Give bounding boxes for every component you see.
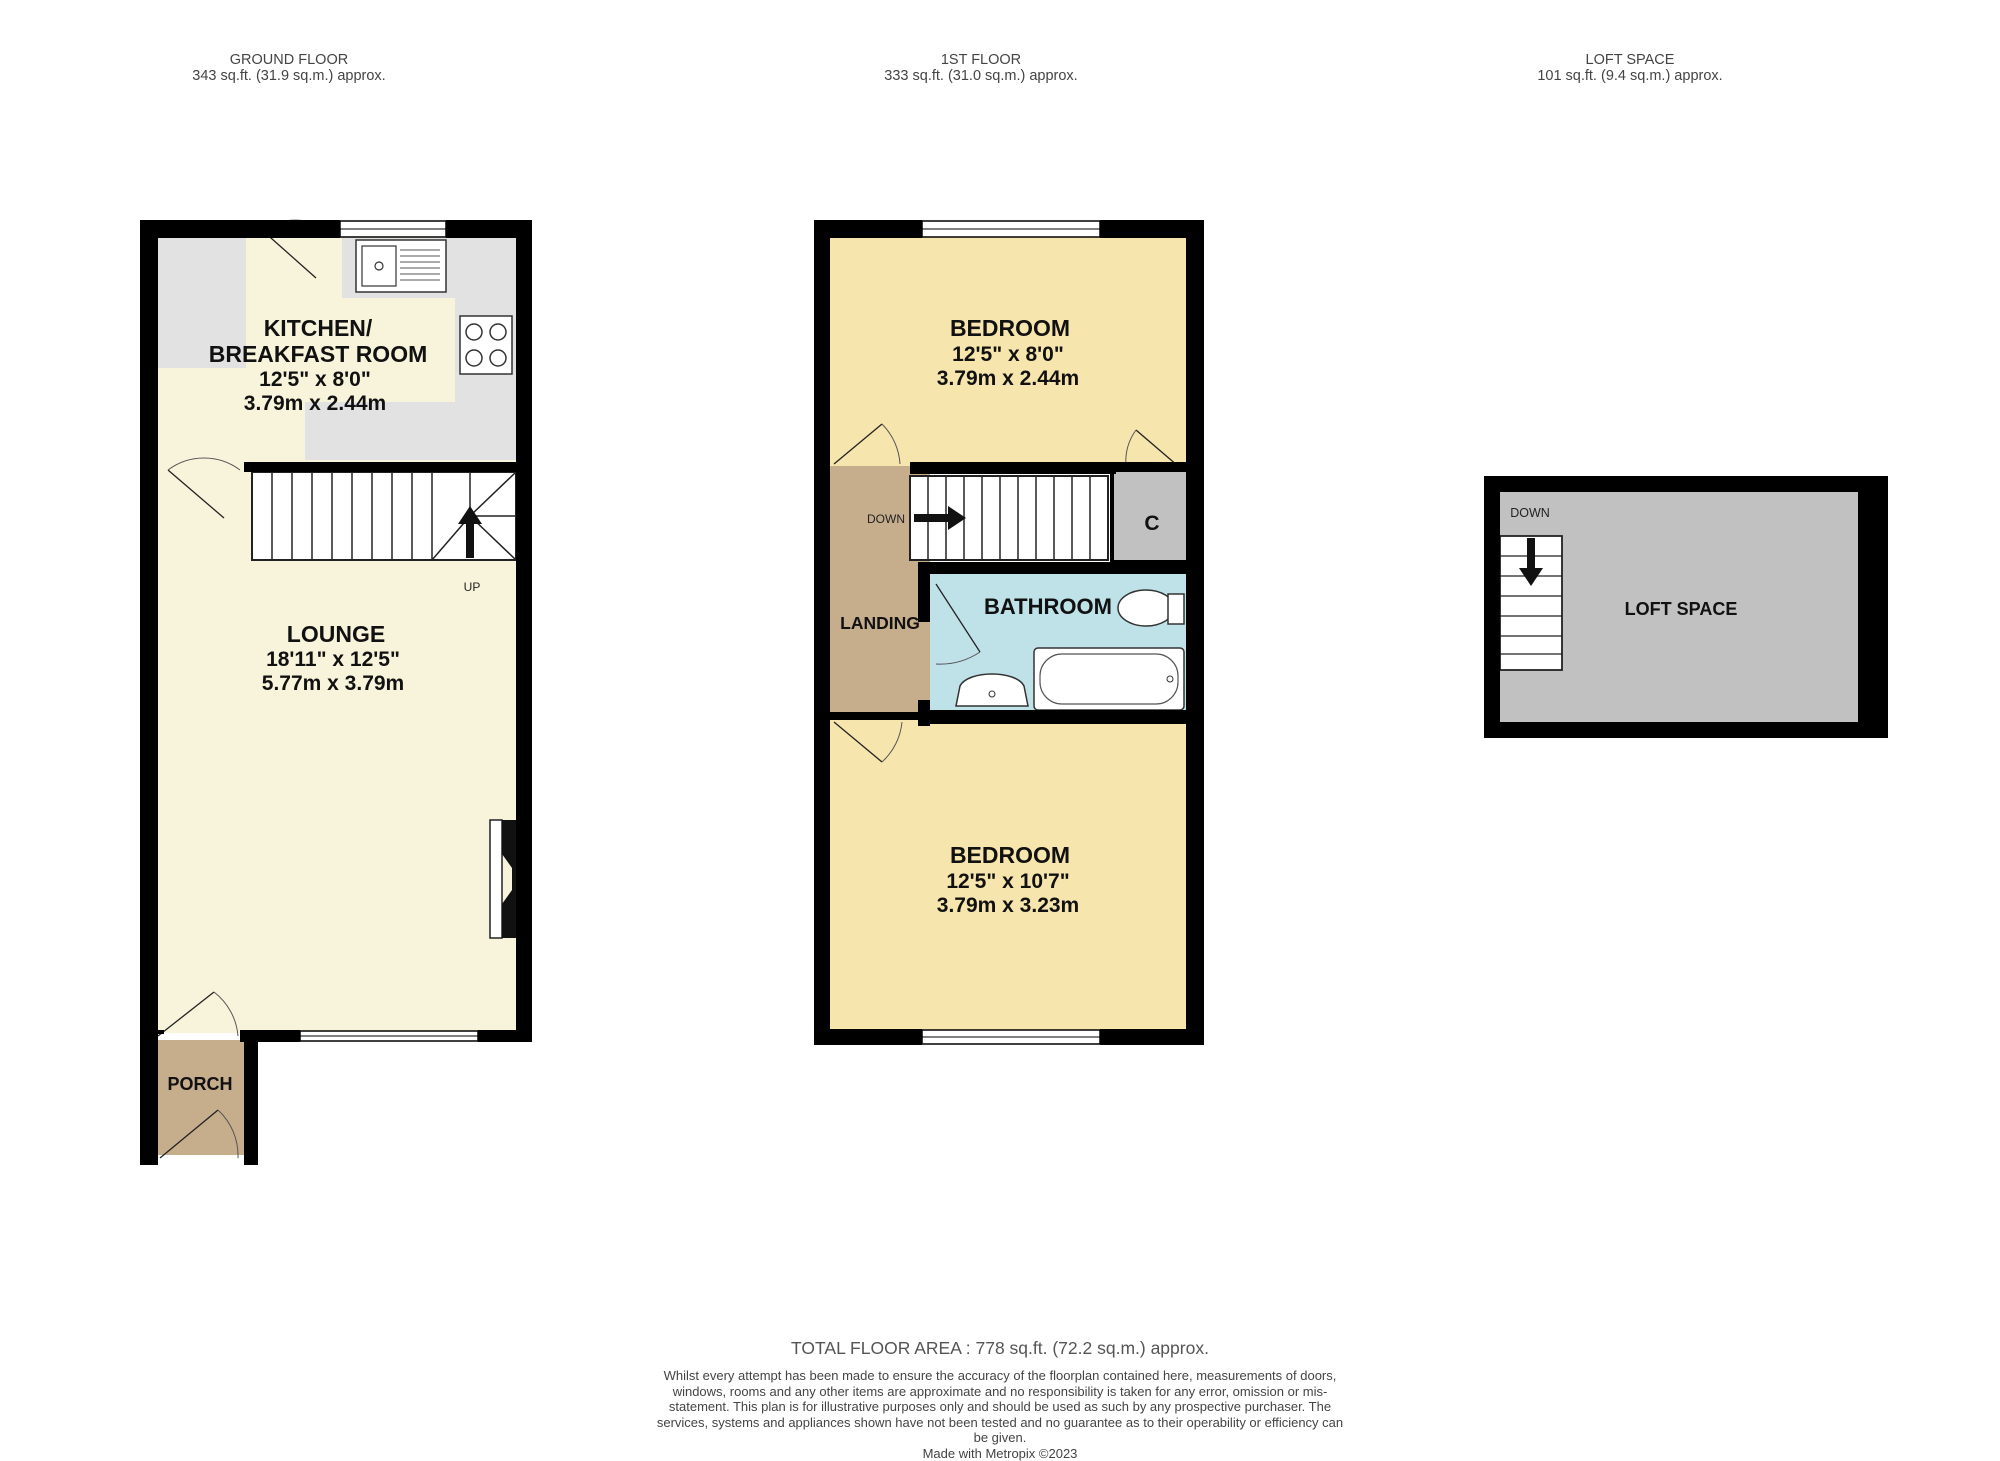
bedroom-rear-name: BEDROOM: [949, 842, 1071, 868]
credit-text: Made with Metropix ©2023: [922, 1445, 1078, 1461]
bedroom-front-dimensions-metric: 3.79m x 2.44m: [936, 367, 1080, 390]
lounge-dimensions-metric: 5.77m x 3.79m: [261, 672, 405, 695]
bedroom-front-name: BEDROOM: [949, 315, 1071, 341]
floor-name: GROUND FLOOR: [229, 52, 349, 68]
bedroom-rear-dimensions-metric: 3.79m x 3.23m: [936, 894, 1080, 917]
stairs-down-label: DOWN: [867, 512, 905, 526]
lounge-dimensions-imperial: 18'11" x 12'5": [266, 648, 400, 671]
window-kitchen: [340, 221, 446, 237]
kitchen-dimensions-metric: 3.79m x 2.44m: [243, 392, 387, 415]
bedroom-rear-dimensions-imperial: 12'5" x 10'7": [946, 870, 1070, 893]
kitchen-name-line1: KITCHEN/: [263, 315, 373, 341]
window-bedroom-front: [922, 221, 1100, 237]
floor-name: LOFT SPACE: [1585, 52, 1675, 68]
lounge-name: LOUNGE: [286, 621, 386, 647]
window-bedroom-rear: [922, 1030, 1100, 1044]
kitchen-name-line2: BREAKFAST ROOM: [208, 341, 428, 367]
loft-plan: [1484, 476, 1888, 738]
disclaimer-text: Whilst every attempt has been made to ensure the accuracy of the floorplan contained here, measurements of doors, windows, rooms and any other items are approximate and no responsibility is taken for any error, omission or mis-statement. This plan is for illustrative purposes only and should be used as such by any prospective purchaser. The services, systems and appliances shown have not been tested and no guarantee as to their operability or efficiency can be given.: [656, 1368, 1344, 1445]
ground-floor-plan: [140, 220, 532, 1165]
cupboard-name: C: [1144, 512, 1160, 535]
floor-name: 1ST FLOOR: [940, 52, 1022, 68]
landing-name: LANDING: [840, 613, 920, 633]
bathroom-name: BATHROOM: [984, 594, 1112, 619]
loft-space-name: LOFT SPACE: [1624, 599, 1738, 619]
floor-area: 333 sq.ft. (31.0 sq.m.) approx.: [884, 68, 1078, 84]
loft-staircase: [1500, 536, 1562, 670]
window-lounge: [300, 1031, 478, 1041]
kitchen-dimensions-imperial: 12'5" x 8'0": [259, 368, 371, 391]
first-floor-staircase: [910, 476, 1108, 560]
floor-area: 101 sq.ft. (9.4 sq.m.) approx.: [1537, 68, 1723, 84]
hob-icon: [460, 316, 512, 374]
ground-staircase: [252, 472, 516, 560]
floor-area: 343 sq.ft. (31.9 sq.m.) approx.: [192, 68, 386, 84]
sink-icon: [356, 240, 446, 292]
bath-icon: [1034, 648, 1184, 710]
toilet-icon: [1118, 590, 1184, 626]
footer: [560, 1338, 1440, 1461]
loft-stairs-down-label: DOWN: [1510, 506, 1550, 520]
porch-name: PORCH: [167, 1074, 233, 1094]
porch-floor: [152, 1040, 244, 1155]
stairs-up-label: UP: [463, 580, 481, 594]
wash-basin-icon: [956, 674, 1028, 706]
bedroom-front-dimensions-imperial: 12'5" x 8'0": [952, 343, 1064, 366]
total-floor-area: TOTAL FLOOR AREA : 778 sq.ft. (72.2 sq.m.) approx.: [791, 1338, 1209, 1358]
first-floor-plan: [814, 220, 1204, 1045]
